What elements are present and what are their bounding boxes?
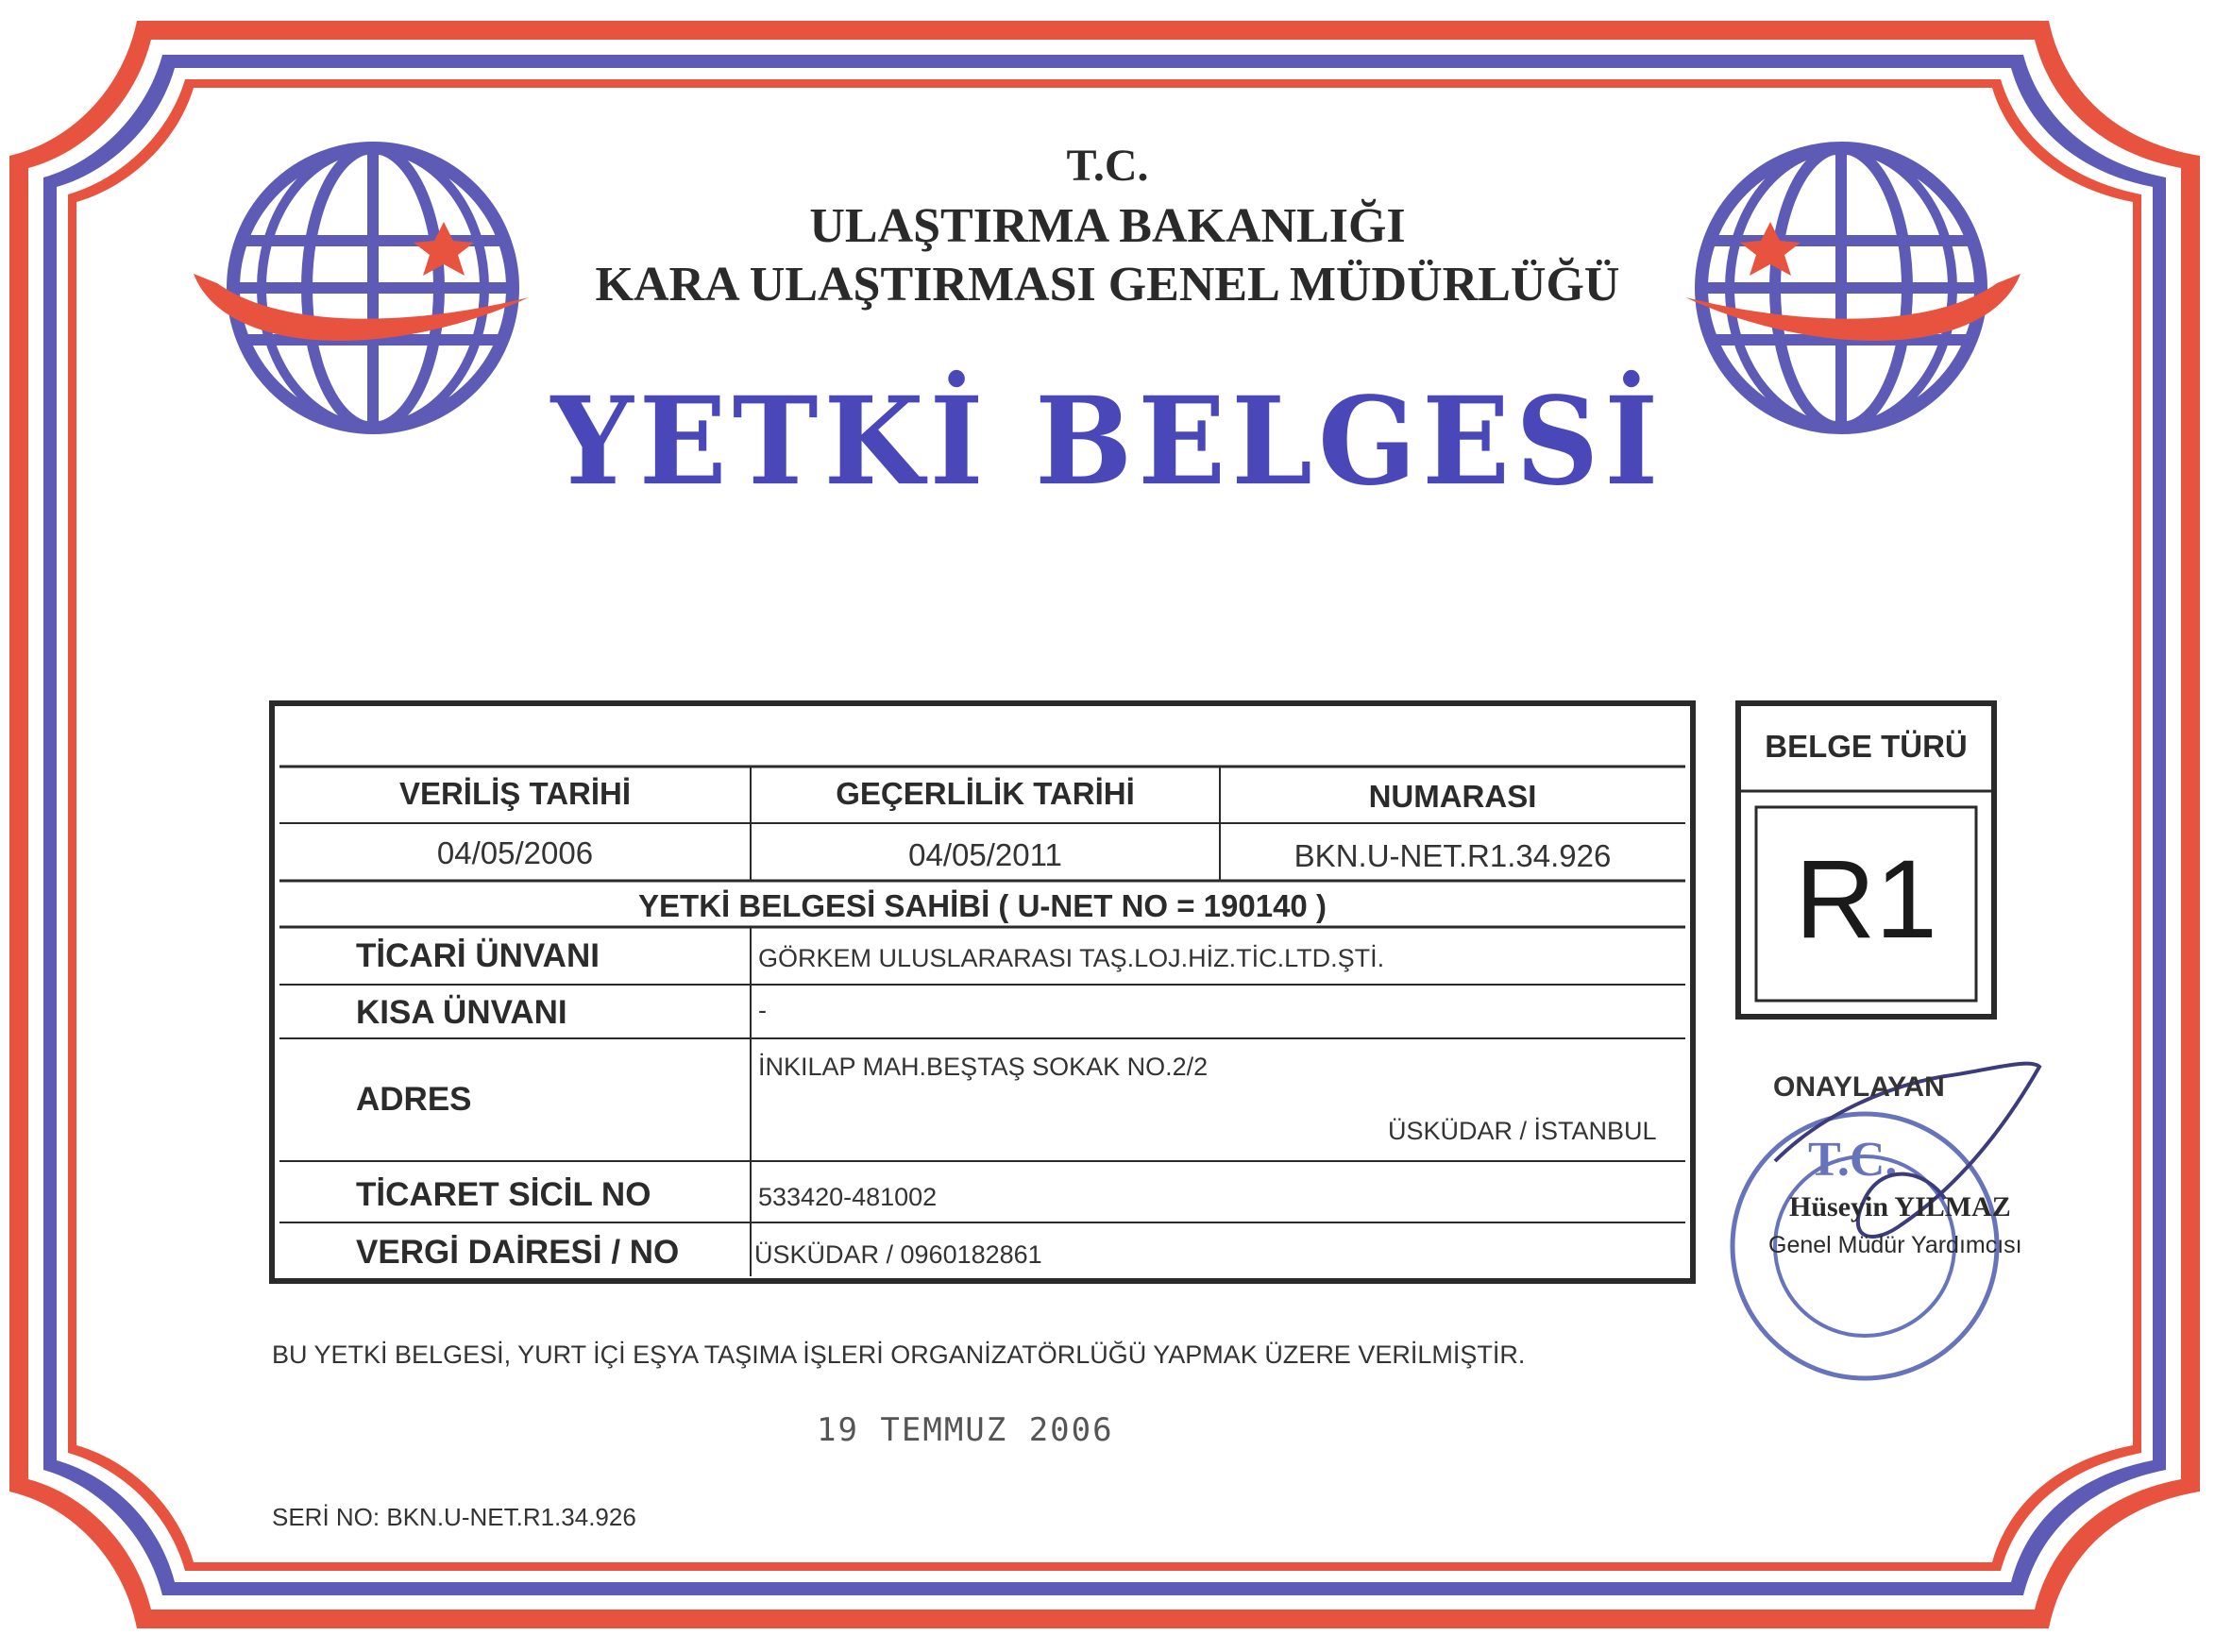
owner-heading: YETKİ BELGESİ SAHİBİ ( U-NET NO = 190140 ) bbox=[638, 888, 1327, 923]
header-directorate: KARA ULAŞTIRMASI GENEL MÜDÜRLÜĞÜ bbox=[595, 258, 1620, 312]
svg-text:T.C.: T.C. bbox=[1808, 1133, 1898, 1187]
col-header-validity-date: GEÇERLİLİK TARİHİ bbox=[836, 776, 1135, 811]
col-header-issue-date: VERİLİŞ TARİHİ bbox=[398, 776, 632, 811]
row-value-short-name: - bbox=[758, 996, 767, 1024]
belge-turu-label: BELGE TÜRÜ bbox=[1765, 729, 1968, 764]
validity-date-value: 04/05/2011 bbox=[908, 837, 1062, 872]
row-label-address: ADRES bbox=[356, 1081, 472, 1118]
document-number-value: BKN.U-NET.R1.34.926 bbox=[1293, 838, 1612, 873]
row-value-trade-name: GÖRKEM ULUSLARARASI TAŞ.LOJ.HİZ.TİC.LTD.ŞTİ. bbox=[758, 944, 1385, 972]
approver-label: ONAYLAYAN bbox=[1773, 1071, 1945, 1103]
row-label-trade-registry: TİCARET SİCİL NO bbox=[356, 1176, 651, 1213]
signer-role: Genel Müdür Yardımcısı bbox=[1768, 1232, 2022, 1258]
serial-number: SERİ NO: BKN.U-NET.R1.34.926 bbox=[272, 1503, 636, 1531]
row-value-address-line2: ÜSKÜDAR / İSTANBUL bbox=[1388, 1117, 1657, 1145]
header-ministry: ULAŞTIRMA BAKANLIĞI bbox=[809, 199, 1406, 253]
signer-name: Hüseyin YILMAZ bbox=[1789, 1191, 2011, 1222]
belge-turu-code: R1 bbox=[1795, 837, 1937, 962]
row-value-address-line1: İNKILAP MAH.BEŞTAŞ SOKAK NO.2/2 bbox=[758, 1053, 1209, 1081]
row-value-trade-registry: 533420-481002 bbox=[758, 1183, 938, 1211]
issue-date-value: 04/05/2006 bbox=[436, 835, 594, 870]
authorization-statement: BU YETKİ BELGESİ, YURT İÇİ EŞYA TAŞIMA İŞLERİ ORGANİZATÖRLÜĞÜ YAPMAK ÜZERE VERİLMİŞTİR. bbox=[272, 1340, 1526, 1369]
col-header-number: NUMARASI bbox=[1368, 779, 1537, 814]
row-label-tax-office: VERGİ DAİRESİ / NO bbox=[356, 1234, 680, 1271]
row-value-tax-office: ÜSKÜDAR / 0960182861 bbox=[754, 1240, 1042, 1269]
row-label-trade-name: TİCARİ ÜNVANI bbox=[356, 937, 600, 974]
row-label-short-name: KISA ÜNVANI bbox=[356, 994, 567, 1031]
document-title: YETKİ BELGESİ bbox=[550, 369, 1665, 513]
header-tc: T.C. bbox=[1066, 141, 1149, 191]
date-stamp: 19 TEMMUZ 2006 bbox=[817, 1411, 1114, 1449]
